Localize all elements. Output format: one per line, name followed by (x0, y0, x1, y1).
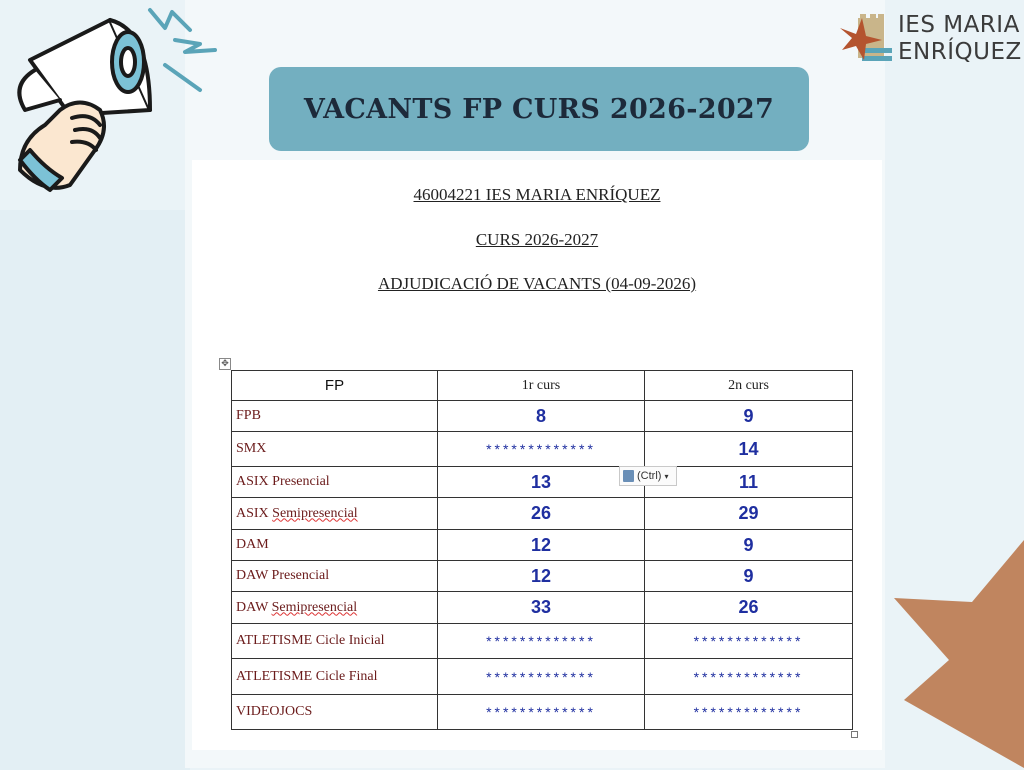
adjudication-text: ADJUDICACIÓ DE VACANTS (04-09-2026) (377, 274, 697, 293)
first-year-value: 12 (438, 561, 645, 592)
logo-star-icon (838, 14, 896, 64)
logo-line-2: ENRÍQUEZ (898, 39, 1022, 65)
row-name: ASIX Presencial (232, 467, 438, 498)
table-row (232, 401, 853, 432)
second-year-value: 14 (645, 432, 853, 467)
row-name: VIDEOJOCS (232, 695, 438, 730)
background-panel (0, 210, 190, 770)
header-first-year: 1r curs (438, 371, 645, 401)
paste-options-button[interactable] (619, 466, 677, 486)
logo-line-1: IES MARIA (898, 12, 1020, 38)
megaphone-icon (0, 0, 240, 200)
row-name: DAM (232, 530, 438, 561)
second-year-value: ************* (645, 695, 853, 730)
table-row (232, 498, 853, 530)
first-year-value: 8 (438, 401, 645, 432)
table-row (232, 467, 853, 498)
table-row (232, 561, 853, 592)
first-year-value: 26 (438, 498, 645, 530)
row-name (232, 498, 438, 530)
second-year-value: 11 (645, 467, 853, 498)
first-year-value: 33 (438, 592, 645, 624)
first-year-value: 12 (438, 530, 645, 561)
first-year-value: ************* (438, 624, 645, 659)
row-name: SMX (232, 432, 438, 467)
table-row (232, 592, 853, 624)
table-header-row (232, 371, 853, 401)
first-year-value: ************* (438, 432, 645, 467)
title-banner (269, 67, 809, 151)
spellcheck-word: Semipresencial (271, 599, 358, 615)
row-name: FPB (232, 401, 438, 432)
paste-options-label: (Ctrl) (637, 470, 662, 482)
row-name-text: ASIX Semipresencial (236, 505, 358, 521)
table-row (232, 624, 853, 659)
row-name: ATLETISME Cicle Inicial (232, 624, 438, 659)
header-fp: FP (232, 371, 438, 401)
chevron-down-icon: ▾ (664, 471, 669, 481)
spellcheck-word: Semipresencial (272, 505, 358, 521)
table-row (232, 659, 853, 695)
move-handle-icon[interactable]: ✥ (219, 358, 231, 370)
row-name: DAW Presencial (232, 561, 438, 592)
table-resize-handle[interactable] (851, 731, 858, 738)
row-name: ATLETISME Cicle Final (232, 659, 438, 695)
second-year-value: 9 (645, 561, 853, 592)
second-year-value: 9 (645, 401, 853, 432)
table-row (232, 432, 853, 467)
star-decoration-icon (894, 540, 1024, 768)
second-year-value: ************* (645, 659, 853, 695)
second-year-value: 29 (645, 498, 853, 530)
row-name (232, 592, 438, 624)
second-year-value: 26 (645, 592, 853, 624)
course-text: CURS 2026-2027 (475, 230, 599, 249)
school-code-heading (192, 185, 882, 205)
course-heading (192, 230, 882, 250)
first-year-value: ************* (438, 695, 645, 730)
second-year-value: ************* (645, 624, 853, 659)
vacancies-table (231, 370, 853, 730)
first-year-value: ************* (438, 659, 645, 695)
table-row (232, 530, 853, 561)
first-year-value: 13 (438, 467, 645, 498)
school-logo (838, 12, 1022, 68)
table-row (232, 695, 853, 730)
header-second-year: 2n curs (645, 371, 853, 401)
clipboard-icon (623, 470, 634, 482)
row-name-text: DAW Semipresencial (236, 599, 358, 615)
second-year-value: 9 (645, 530, 853, 561)
banner-title: VACANTS FP CURS 2026-2027 (303, 93, 775, 125)
school-code-text: 46004221 IES MARIA ENRÍQUEZ (413, 185, 661, 204)
adjudication-heading (192, 274, 882, 294)
